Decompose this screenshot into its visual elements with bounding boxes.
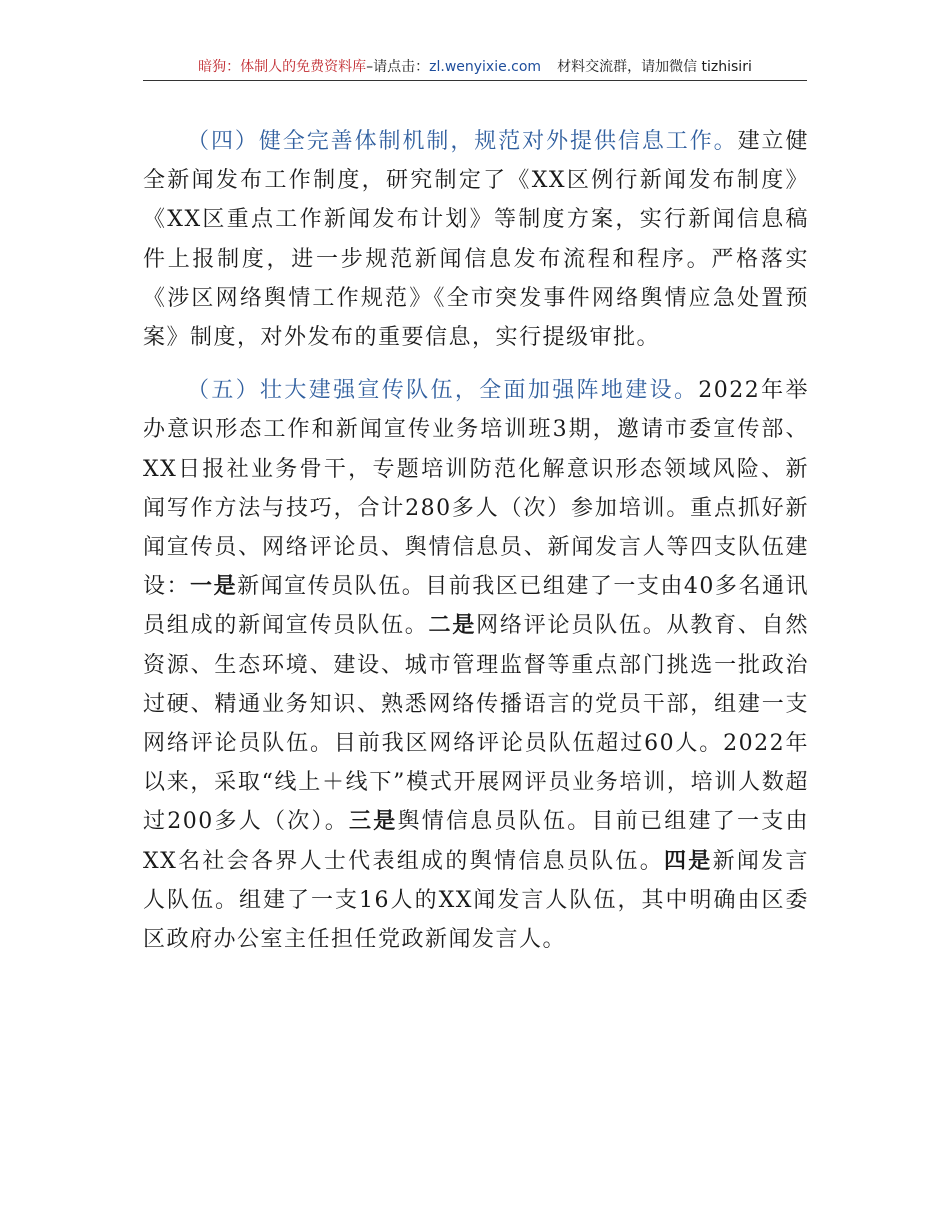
section-4-body: 建立健全新闻发布工作制度，研究制定了《XX区例行新闻发布制度》《XX区重点工作新闻发布计划》等制度方案，实行新闻信息稿件上报制度，进一步规范新闻信息发布流程和程序。严格落实《涉区网络舆情工作规范》《全市突发事件网络舆情应急处置预案》制度，对外发布的重要信息，实行提级审批。 xyxy=(143,129,809,351)
header-contact: 材料交流群，请加微信 tizhisiri xyxy=(557,59,752,75)
lead-second: 二是 xyxy=(428,612,477,639)
paragraph-section-4 xyxy=(143,122,809,357)
header-brand: 暗狗：体制人的免费资料库 xyxy=(198,59,367,75)
document-body xyxy=(143,122,809,959)
section-4-heading: （四）健全完善体制机制，规范对外提供信息工作。 xyxy=(187,129,738,154)
header-link[interactable]: zl.wenyixie.com xyxy=(429,59,542,75)
paragraph-section-5 xyxy=(143,371,809,959)
text-first: 新闻宣传员队伍。目前我区已组建了一支由40多名通讯员组成的新闻宣传员队伍。 xyxy=(143,574,809,639)
lead-first: 一是 xyxy=(190,573,238,600)
text-second: 网络评论员队伍。从教育、自然资源、生态环境、建设、城市管理监督等重点部门挑选一批政治过硬、精通业务知识、熟悉网络传播语言的党员干部，组建一支网络评论员队伍。目前我区网络评论员队伍超过60人。2022年以来，采取“线上＋线下”模式开展网评员业务培训，培训人数超过200多人（次）。 xyxy=(143,613,809,835)
text-third: 舆情信息员队伍。目前已组建了一支由XX名社会各界人士代表组成的舆情信息员队伍。 xyxy=(143,809,809,874)
section-5-heading: （五）壮大建强宣传队伍，全面加强阵地建设。 xyxy=(187,378,699,404)
section-5-intro: 2022年举办意识形态工作和新闻宣传业务培训班3期，邀请市委宣传部、XX日报社业务骨干，专题培训防范化解意识形态领域风险、新闻写作方法与技巧，合计280多人（次）参加培训。重点抓好新闻宣传员、网络评论员、舆情信息员、新闻发言人等四支队伍建设： xyxy=(143,378,809,600)
lead-third: 三是 xyxy=(348,808,398,835)
text-fourth: 新闻发言人队伍。组建了一支16人的XX闻发言人队伍，其中明确由区委区政府办公室主任担任党政新闻发言人。 xyxy=(143,848,809,953)
page-header xyxy=(143,54,807,81)
lead-fourth: 四是 xyxy=(664,847,713,874)
header-separator: –请点击： xyxy=(366,59,430,75)
